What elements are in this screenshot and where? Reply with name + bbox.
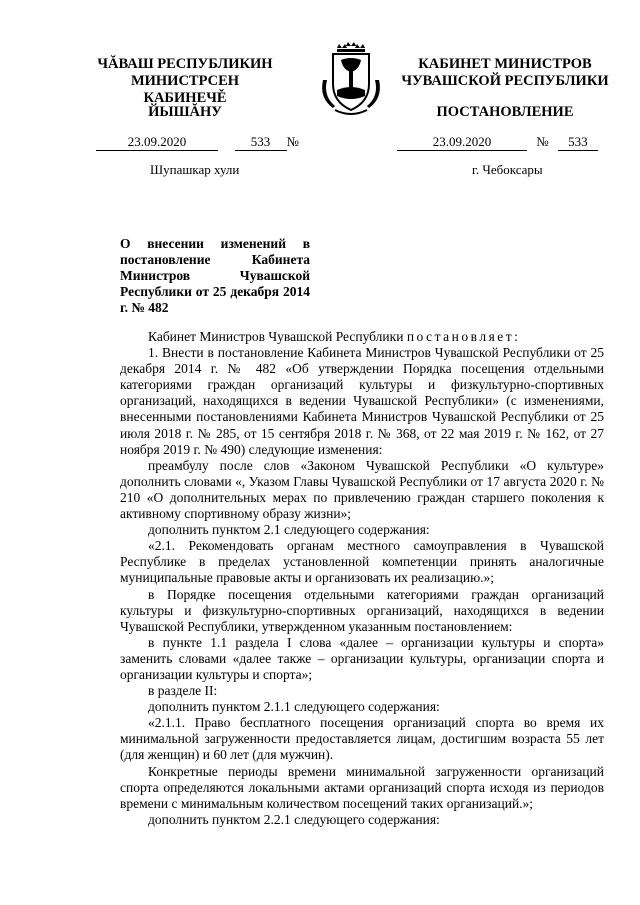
place-right: г. Чебоксары bbox=[472, 162, 543, 177]
document-subject: О внесении изменений в постановление Кабинета Министров Чувашской Республики от 25 декабря 2014 г. № 482 bbox=[120, 236, 310, 315]
doc-type-left: ЙЫШĂНУ bbox=[148, 104, 222, 120]
header-left-line2: МИНИСТРСЕН КАБИНЕЧĚ bbox=[130, 73, 240, 106]
date-field-left: 23.09.2020 bbox=[96, 134, 218, 151]
intro-paragraph bbox=[120, 329, 604, 345]
number-sign-right: № bbox=[536, 134, 549, 149]
registration-right bbox=[397, 134, 598, 151]
paragraph: в пункте 1.1 раздела I слова «далее – организации культуры и спорта» заменить словами «далее также – организации культуры, организации спорта и организации культуры и спорта»; bbox=[120, 634, 604, 682]
paragraph: дополнить пунктом 2.1 следующего содержания: bbox=[148, 522, 430, 538]
number-field-left: 533 bbox=[235, 134, 287, 151]
paragraph: «2.1. Рекомендовать органам местного самоуправления в Чувашской Республике в пределах установленной компетенции принять аналогичные муниципальные правовые акты и организовать их реализацию.»; bbox=[120, 538, 604, 586]
paragraph: в Порядке посещения отдельными категориями граждан организаций культуры и физкультурно-спортивных организаций, находящихся в ведении Чувашской Республики, утвержденном указанным постановлением: bbox=[120, 586, 604, 634]
header-right bbox=[390, 56, 620, 90]
registration-left bbox=[96, 134, 299, 151]
paragraph: в разделе II: bbox=[148, 683, 218, 699]
paragraph: преамбулу после слов «Законом Чувашской Республики «О культуре» дополнить словами «, Указом Главы Чувашской Республики от 17 августа 2020 г. № 210 «О дополнительных мерах по привлечению граждан старшего поколения к активному спортивному образу жизни»; bbox=[120, 457, 604, 522]
header-left bbox=[90, 56, 280, 107]
paragraph: дополнить пунктом 2.2.1 следующего содержания: bbox=[148, 811, 440, 827]
paragraph: дополнить пунктом 2.1.1 следующего содержания: bbox=[148, 699, 440, 715]
paragraph: «2.1.1. Право бесплатного посещения организаций спорта во время их минимальной загруженности предоставляется лицам, достигшим возраста 55 лет (для женщин) и 60 лет (для мужчин). bbox=[120, 715, 604, 763]
header-left-line1: ЧĂВАШ РЕСПУБЛИКИН bbox=[97, 56, 273, 72]
header-right-line1: КАБИНЕТ МИНИСТРОВ bbox=[418, 56, 592, 72]
header-right-line2: ЧУВАШСКОЙ РЕСПУБЛИКИ bbox=[401, 73, 609, 89]
document-body bbox=[120, 329, 604, 828]
chuvashia-coat-of-arms-icon bbox=[315, 40, 387, 122]
paragraph: Конкретные периоды времени минимальной загруженности организаций спорта определяются локальными актами организаций спорта исходя из периодов времени с минимальным количеством посещений таких организаций.»; bbox=[120, 763, 604, 811]
intro-decree-word: постановляет: bbox=[406, 329, 521, 344]
place-left: Шупашкар хули bbox=[150, 162, 240, 177]
number-sign-left: № bbox=[286, 134, 299, 149]
number-field-right: 533 bbox=[558, 134, 598, 151]
doc-type-right: ПОСТАНОВЛЕНИЕ bbox=[436, 104, 574, 120]
intro-text: Кабинет Министров Чувашской Республики bbox=[148, 329, 404, 344]
paragraph: 1. Внести в постановление Кабинета Министров Чувашской Республики от 25 декабря 2014 г. № 482 «Об утверждении Порядка посещения отдельными категориями граждан организаций культуры и физкультурно-спортивных организаций, находящихся в ведении Чувашской Республики» (с изменениями, внесенными постановлениями Кабинета Министров Чувашской Республики от 25 июля 2018 г. № 285, от 15 сентября 2018 г. № 368, от 22 мая 2019 г. № 162, от 27 ноября 2019 г. № 490) следующие изменения: bbox=[120, 345, 604, 457]
date-field-right: 23.09.2020 bbox=[397, 134, 527, 151]
